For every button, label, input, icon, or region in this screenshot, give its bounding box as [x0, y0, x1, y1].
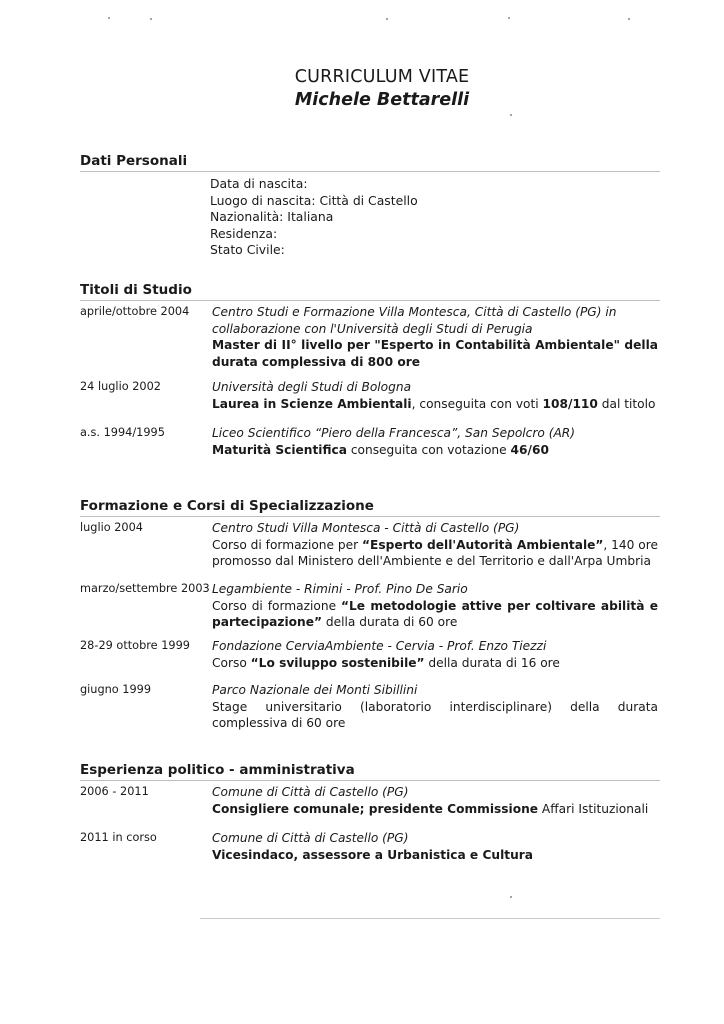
- birth-date-line: Data di nascita:: [210, 176, 308, 191]
- entry-description: [212, 396, 658, 413]
- desc-part: , 140 ore promosso dal Ministero dell'Ambiente e del Territorio e dall'Arpa Umbria: [212, 537, 658, 568]
- person-name: Michele Bettarelli: [294, 90, 470, 110]
- entry-date: luglio 2004: [80, 521, 143, 534]
- desc-part: Laurea in Scienze Ambientali: [212, 396, 412, 411]
- entry-body: [212, 830, 658, 863]
- desc-part: Consigliere comunale; presidente Commissione: [212, 801, 539, 816]
- section-heading-text: Dati Personali: [80, 153, 188, 169]
- entry-institution: Parco Nazionale dei Monti Sibillini: [212, 683, 418, 697]
- title-block: [0, 66, 724, 112]
- entry-body: [212, 784, 658, 817]
- section-divider: [80, 300, 660, 301]
- entry-body: [212, 379, 658, 412]
- entry-date: 2006 - 2011: [80, 785, 149, 798]
- entry-date: giugno 1999: [80, 683, 152, 696]
- document-title: CURRICULUM VITAE: [294, 67, 470, 87]
- desc-part: della durata di 16 ore: [424, 655, 560, 670]
- section-heading-personal: [80, 153, 660, 169]
- entry-body: [212, 425, 658, 458]
- entry-date: 28-29 ottobre 1999: [80, 639, 190, 652]
- entry-description: [212, 537, 658, 570]
- section-divider: [80, 516, 660, 517]
- entry-description: [212, 442, 658, 459]
- desc-part: Corso di formazione per: [212, 537, 363, 552]
- residence-line: Residenza:: [210, 225, 278, 241]
- section-divider: [80, 780, 660, 781]
- desc-part: , conseguita con voti: [411, 396, 543, 411]
- section-heading-text: Esperienza politico - amministrativa: [80, 762, 355, 778]
- scan-speck: [510, 114, 512, 116]
- desc-part: “Lo sviluppo sostenibile”: [250, 655, 425, 670]
- entry-date: 2011 in corso: [80, 831, 157, 844]
- desc-part: “Le metodologie attive per coltivare abilità e partecipazione”: [212, 598, 659, 629]
- entry-institution: Comune di Città di Castello (PG): [212, 785, 409, 799]
- entry-date: marzo/settembre 2003: [80, 582, 210, 595]
- desc-part: Corso di formazione: [212, 598, 341, 613]
- entry-institution: Legambiente - Rimini - Prof. Pino De Sario: [212, 582, 468, 596]
- entry-institution: Comune di Città di Castello (PG): [212, 831, 409, 845]
- desc-part: Master di II° livello per ": [212, 338, 381, 352]
- desc-part: 46/60: [510, 442, 549, 457]
- entry-institution: Centro Studi e Formazione Villa Montesca, Città di Castello (PG) in collaborazione con l'Università degli Studi di Perugia: [212, 305, 617, 336]
- section-heading-studies: [80, 282, 660, 298]
- section-heading-text: Formazione e Corsi di Specializzazione: [80, 498, 374, 514]
- desc-part: della durata di 60 ore: [322, 615, 458, 629]
- entry-date: 24 luglio 2002: [80, 380, 161, 393]
- entry-description: Stage universitario (laboratorio interdisciplinare) della durata complessiva di 60 ore: [212, 699, 658, 730]
- personal-data-block: [210, 176, 418, 259]
- entry-institution: Centro Studi Villa Montesca - Città di Castello (PG): [212, 521, 520, 535]
- entry-date: aprile/ottobre 2004: [80, 305, 190, 318]
- section-heading-training: [80, 498, 660, 514]
- desc-part: Vicesindaco, assessore a Urbanistica e Cultura: [212, 847, 533, 862]
- entry-description: [212, 801, 658, 818]
- nationality-line: Nazionalità: Italiana: [210, 209, 334, 224]
- desc-part: “Esperto dell'Autorità Ambientale”: [362, 537, 604, 552]
- desc-part: dal titolo: [597, 396, 656, 411]
- desc-part: " della durata complessiva di 800 ore: [212, 338, 658, 369]
- desc-part: conseguita con votazione: [346, 442, 511, 457]
- entry-body: [212, 304, 658, 370]
- entry-date: a.s. 1994/1995: [80, 426, 165, 439]
- desc-part: Corso: [212, 655, 251, 670]
- desc-part: 108/110: [542, 396, 598, 411]
- scan-speck: [508, 17, 510, 19]
- desc-part: Maturità Scientifica: [212, 442, 347, 457]
- entry-body: [212, 581, 658, 631]
- entry-institution: Liceo Scientifico “Piero della Francesca”, San Sepolcro (AR): [212, 426, 576, 440]
- entry-institution: Fondazione CerviaAmbiente - Cervia - Prof. Enzo Tiezzi: [212, 639, 547, 653]
- scan-speck: [386, 18, 388, 20]
- civil-status-line: Stato Civile:: [210, 242, 285, 257]
- section-heading-text: Titoli di Studio: [80, 282, 192, 298]
- scan-speck: [628, 18, 630, 20]
- entry-description: [212, 337, 658, 370]
- entry-body: [212, 682, 658, 732]
- scan-speck: [510, 896, 512, 898]
- entry-body: [212, 520, 658, 570]
- birth-place-line: Luogo di nascita: Città di Castello: [210, 192, 418, 208]
- entry-description: [212, 598, 658, 631]
- entry-description: [212, 655, 658, 672]
- entry-institution: Università degli Studi di Bologna: [212, 380, 412, 394]
- scan-speck: [108, 17, 110, 19]
- desc-part: Esperto in Contabilità Ambientale: [380, 338, 614, 352]
- entry-description: [212, 847, 658, 864]
- section-divider: [80, 171, 660, 172]
- section-heading-politics: [80, 762, 660, 778]
- scan-speck: [150, 18, 152, 20]
- desc-part: Affari Istituzionali: [538, 801, 649, 816]
- bottom-divider: [200, 918, 660, 919]
- entry-body: [212, 638, 658, 671]
